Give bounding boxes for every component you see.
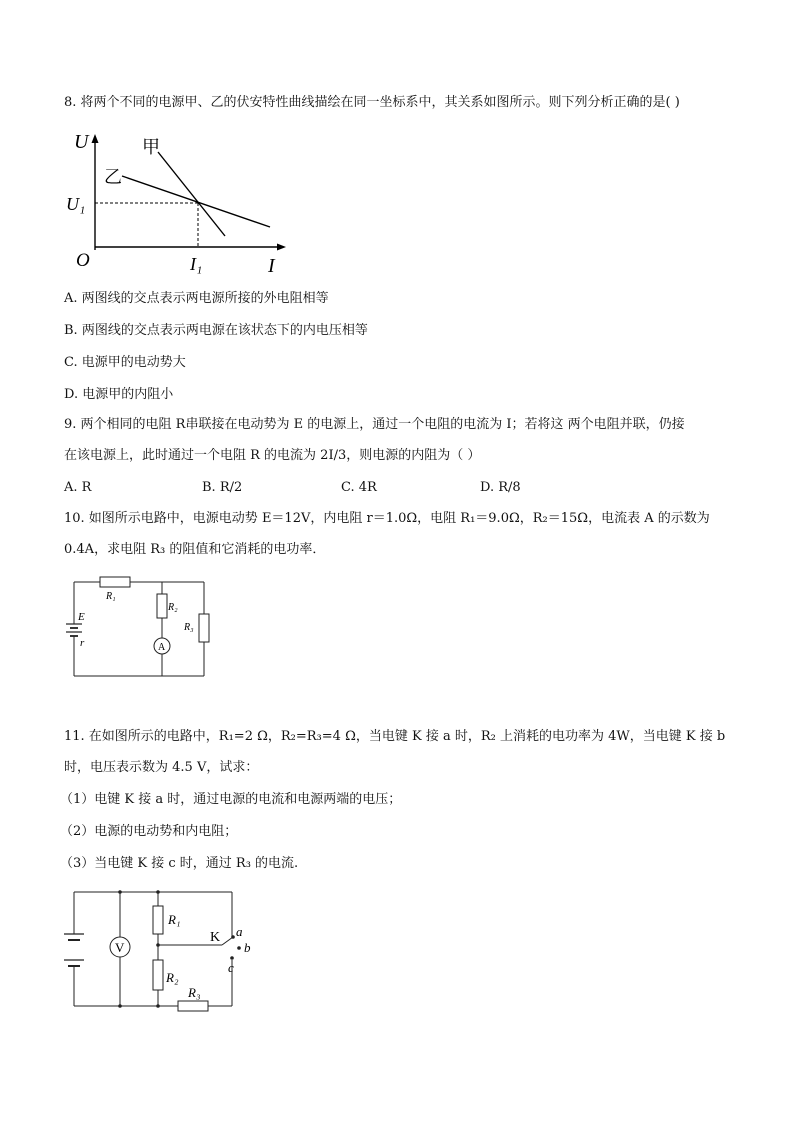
r3-label: R₃	[184, 622, 194, 633]
q8-option-b: B. 两图线的交点表示两电源在该状态下的内电压相等	[64, 323, 368, 338]
q11-circuit	[62, 886, 272, 1012]
q8-option-a: A. 两图线的交点表示两电源所接的外电阻相等	[64, 291, 329, 306]
r1-resistor	[153, 906, 163, 934]
q9-option-b: B. R/2	[202, 480, 243, 495]
r1-label: R₁	[168, 912, 181, 927]
r2-label: R₂	[166, 970, 179, 985]
q8-option-c: C. 电源甲的电动势大	[64, 355, 186, 370]
origin-label: O	[76, 250, 90, 271]
y-axis-label: U	[74, 131, 89, 153]
q10-stem-line2: 0.4A，求电阻 R₃ 的阻值和它消耗的电功率．	[64, 542, 326, 557]
q11-stem-line2: 时，电压表示数为 4.5 V，试求：	[64, 760, 259, 775]
line-jia	[158, 152, 225, 236]
i1-label: I₁	[190, 254, 203, 274]
emf-label: E	[78, 611, 85, 623]
contact-a	[231, 935, 235, 939]
line-yi-label: 乙	[104, 167, 122, 187]
q9-option-c: C. 4R	[341, 480, 377, 495]
switch-k-label: K	[210, 930, 221, 945]
voltmeter-label: V	[115, 940, 125, 955]
u1-label: U₁	[66, 194, 86, 214]
r2-label: R₂	[168, 602, 178, 613]
q11-stem-line1: 11. 在如图所示的电路中，R₁=2 Ω，R₂=R₃=4 Ω，当电键 K 接 a 时，R₂ 上消耗的电功率为 4W，当电键 K 接 b	[64, 729, 726, 744]
q9-option-a: A. R	[64, 480, 92, 495]
q11-sub3: （3）当电键 K 接 c 时，通过 R₃ 的电流.	[60, 856, 299, 871]
x-axis-arrow	[277, 244, 286, 251]
ammeter-label: A	[158, 642, 166, 653]
q9-option-d: D. R/8	[480, 480, 521, 495]
x-axis-label: I	[268, 255, 275, 276]
q8-ui-graph	[62, 126, 302, 276]
r3-resistor	[199, 614, 209, 642]
q9-stem-line2: 在该电源上，此时通过一个电阻 R 的电流为 2I/3，则电源的内阻为（ ）	[64, 448, 481, 463]
contact-c-label: c	[228, 960, 234, 975]
q8-option-d: D. 电源甲的内阻小	[64, 387, 174, 402]
battery-icon	[66, 624, 82, 636]
q9-stem-line1: 9. 两个相同的电阻 R串联接在电动势为 E 的电源上，通过一个电阻的电流为 I；若将这 两个电阻并联，仍接	[64, 417, 685, 432]
contact-a-label: a	[236, 924, 243, 939]
contact-b-label: b	[244, 940, 251, 955]
q8-stem: 8. 将两个不同的电源甲、乙的伏安特性曲线描绘在同一坐标系中，其关系如图所示。则下列分析正确的是( )	[64, 95, 680, 110]
r2-resistor	[153, 960, 163, 990]
line-jia-label: 甲	[142, 137, 160, 157]
q11-sub2: （2）电源的电动势和内电阻；	[60, 824, 238, 839]
q11-sub1: （1）电键 K 接 a 时，通过电源的电流和电源两端的电压；	[60, 792, 402, 807]
contact-b	[237, 946, 241, 950]
y-axis-arrow	[92, 134, 99, 143]
q10-circuit	[62, 572, 222, 684]
r2-resistor	[157, 594, 167, 618]
line-yi	[122, 176, 270, 227]
r1-resistor	[100, 577, 130, 587]
r3-resistor	[178, 1001, 208, 1011]
r3-label: R₃	[188, 985, 201, 1000]
battery-icon	[64, 934, 84, 966]
q10-stem-line1: 10. 如图所示电路中，电源电动势 E＝12V，内电阻 r＝1.0Ω，电阻 R₁＝9.0Ω，R₂＝15Ω，电流表 A 的示数为	[64, 511, 710, 526]
internal-r-label: r	[80, 637, 85, 649]
r1-label: R₁	[106, 591, 116, 602]
